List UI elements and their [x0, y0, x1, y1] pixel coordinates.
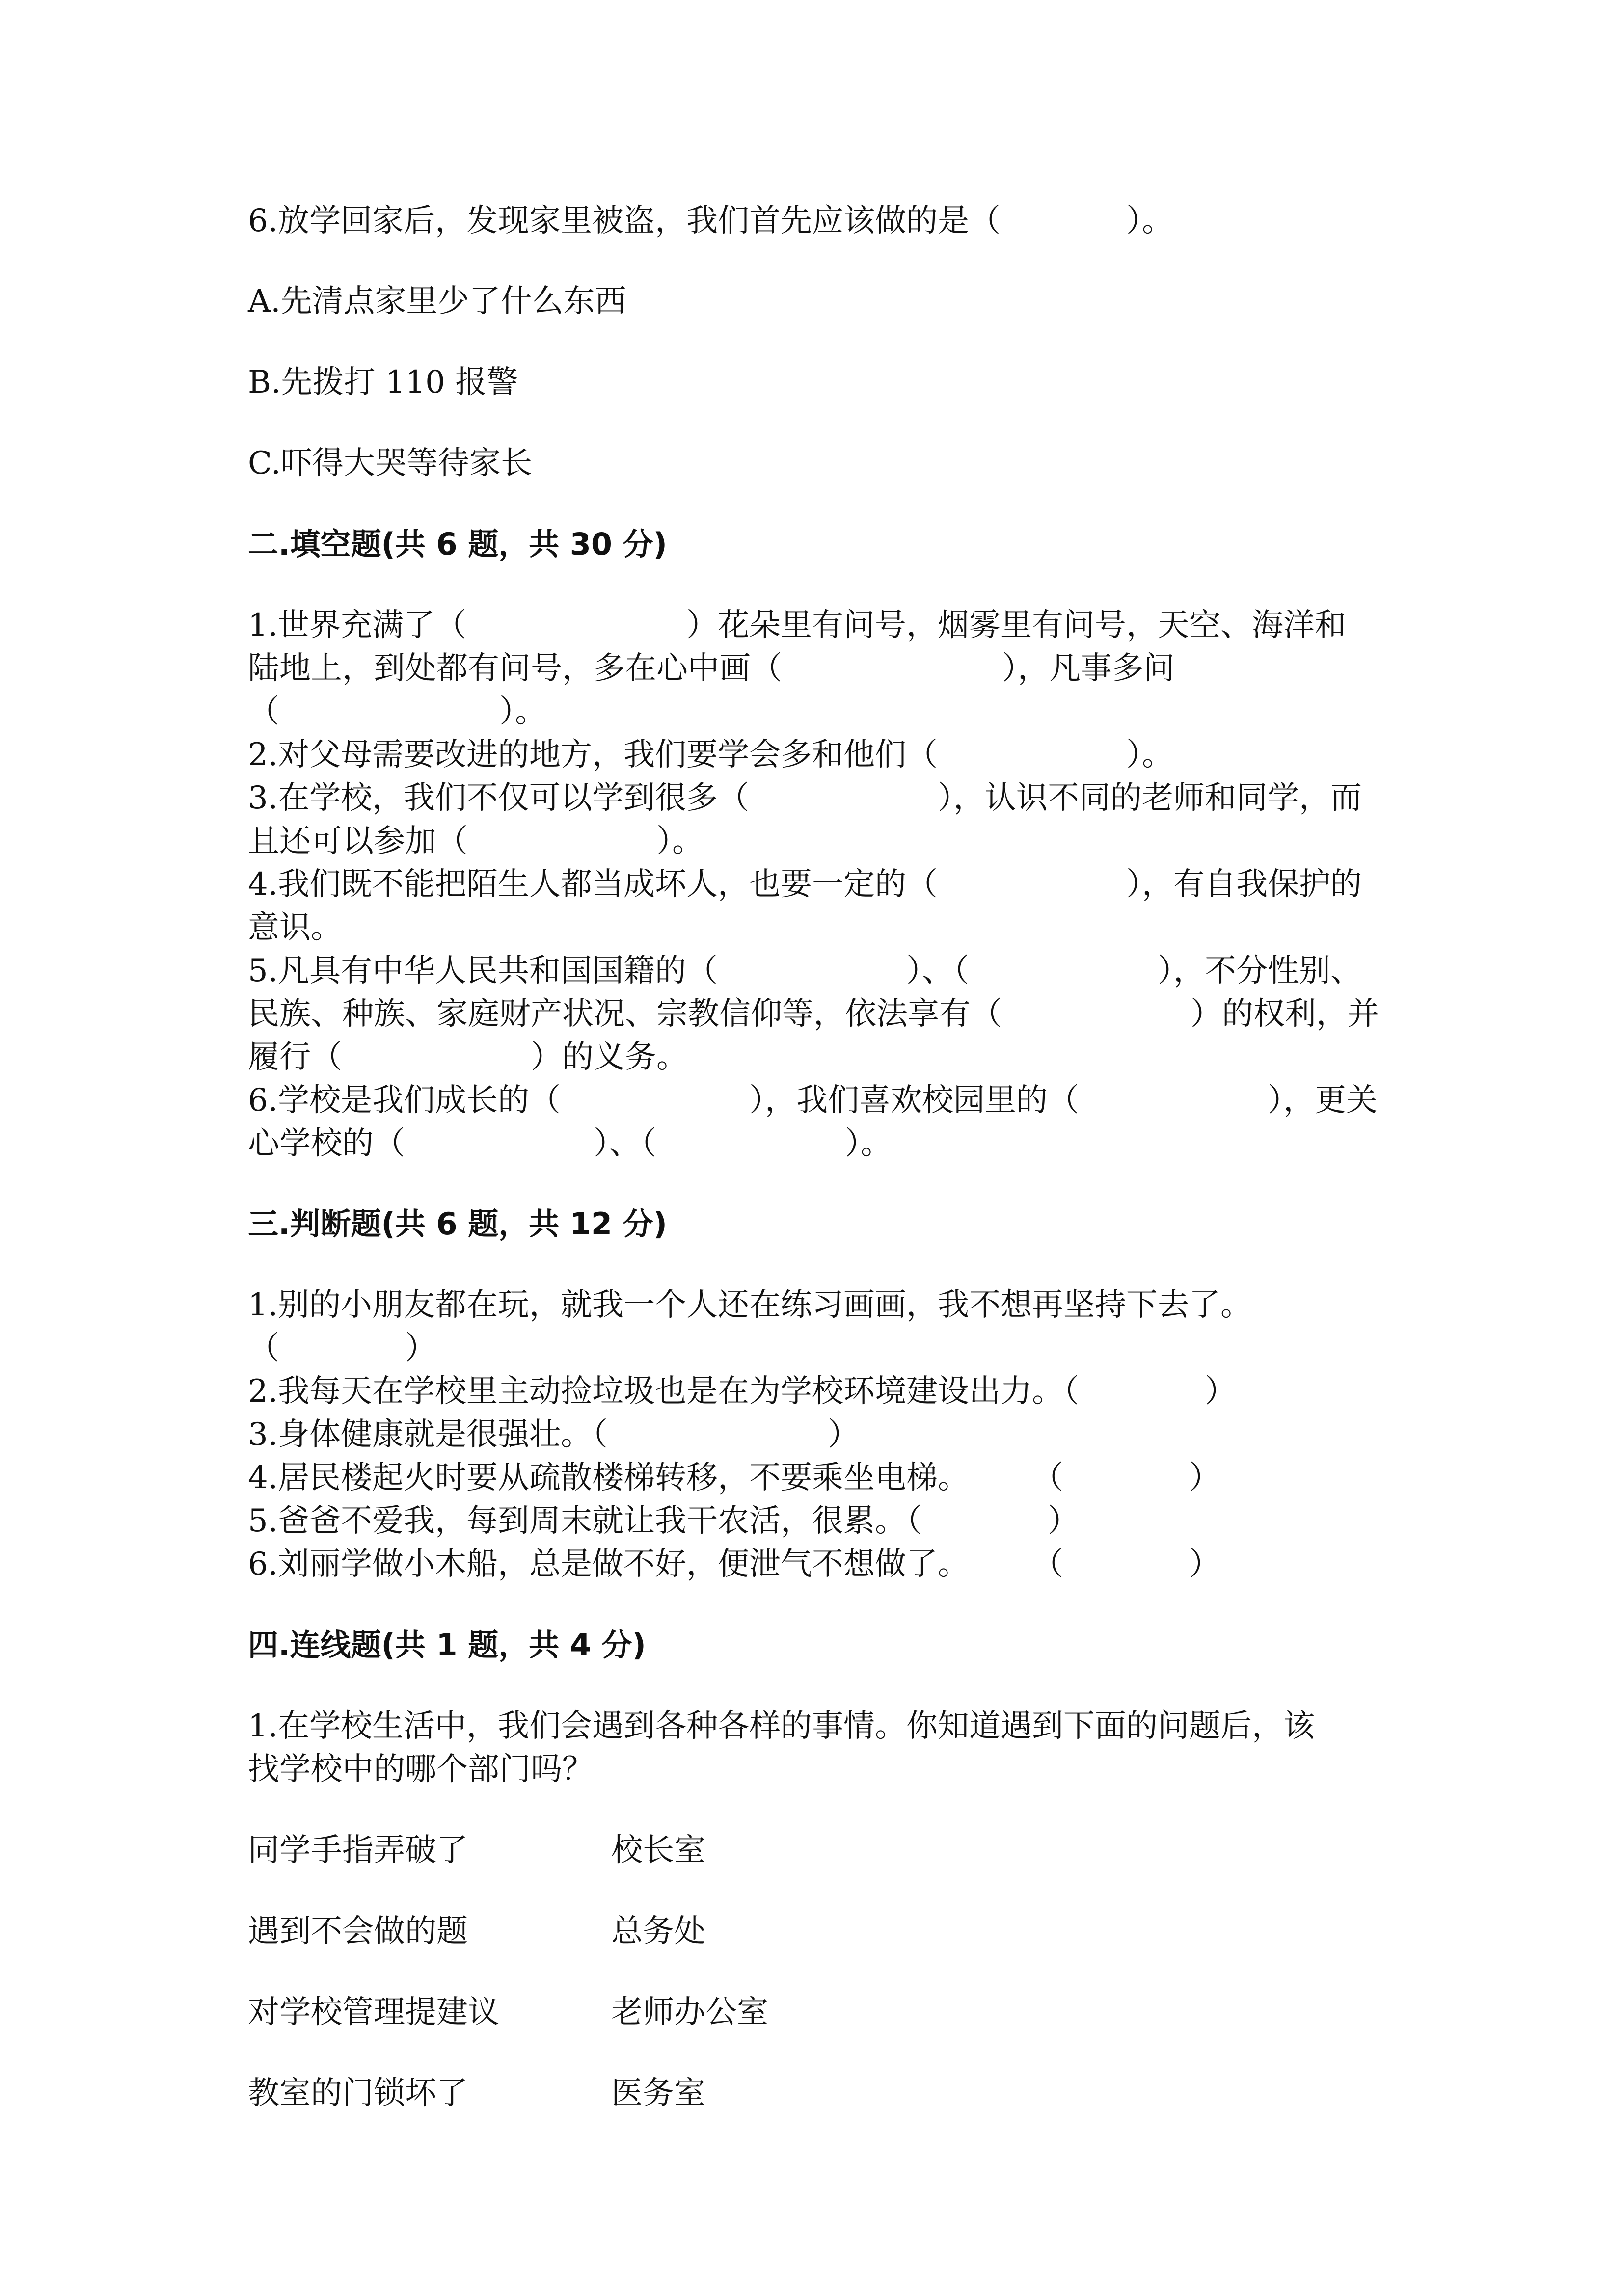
matching-right-item: 医务室 — [611, 2075, 705, 2111]
section2-line: 1.世界充满了（ ）花朵里有问号，烟雾里有问号，天空、海洋和 — [248, 607, 1347, 643]
section2-line: 且还可以参加（ ）。 — [248, 823, 704, 859]
section2-line: 5.凡具有中华人民共和国国籍的（ ）、（ ），不分性别、 — [248, 953, 1362, 989]
matching-left-item: 同学手指弄破了 — [248, 1832, 468, 1869]
matching-left-item: 遇到不会做的题 — [248, 1913, 468, 1949]
section3-line: 1.别的小朋友都在玩，就我一个人还在练习画画，我不想再坚持下去了。 — [248, 1287, 1252, 1323]
matching-right-item: 老师办公室 — [611, 1994, 768, 2030]
section2-line: （ ）。 — [248, 694, 546, 730]
section2-line: 3.在学校，我们不仅可以学到很多（ ），认识不同的老师和同学，而 — [248, 780, 1362, 816]
section3-line: （ ） — [248, 1330, 436, 1366]
q6-option-b: B.先拨打 110 报警 — [248, 364, 518, 400]
matching-left-item: 对学校管理提建议 — [248, 1994, 499, 2030]
matching-right-item: 总务处 — [611, 1913, 705, 1949]
section2-line: 陆地上，到处都有问号，多在心中画（ ），凡事多问 — [248, 650, 1175, 687]
section2-line: 心学校的（ ）、（ ）。 — [248, 1125, 892, 1162]
matching-left-item: 教室的门锁坏了 — [248, 2075, 468, 2111]
section3-line: 5.爸爸不爱我，每到周末就让我干农活，很累。（ ） — [248, 1503, 1080, 1539]
section2-heading: 二.填空题(共 6 题，共 30 分) — [248, 526, 667, 562]
section3-line: 6.刘丽学做小木船，总是做不好，便泄气不想做了。 （ ） — [248, 1546, 1221, 1582]
section3-line: 2.我每天在学校里主动捡垃圾也是在为学校环境建设出力。（ ） — [248, 1373, 1237, 1410]
q6-stem: 6.放学回家后，发现家里被盗，我们首先应该做的是（ ）。 — [248, 203, 1174, 239]
section2-line: 4.我们既不能把陌生人都当成坏人，也要一定的（ ），有自我保护的 — [248, 866, 1362, 903]
section2-line: 6.学校是我们成长的（ ），我们喜欢校园里的（ ），更关 — [248, 1082, 1378, 1119]
matching-right-item: 校长室 — [611, 1832, 705, 1869]
q6-option-a: A.先清点家里少了什么东西 — [248, 283, 626, 320]
section2-line: 履行（ ）的义务。 — [248, 1039, 688, 1075]
section4-heading: 四.连线题(共 1 题，共 4 分) — [248, 1627, 646, 1663]
section3-heading: 三.判断题(共 6 题，共 12 分) — [248, 1206, 667, 1242]
section3-line: 4.居民楼起火时要从疏散楼梯转移，不要乘坐电梯。 （ ） — [248, 1460, 1221, 1496]
section3-line: 3.身体健康就是很强壮。（ ） — [248, 1416, 860, 1453]
section2-line: 民族、种族、家庭财产状况、宗教信仰等，依法享有（ ）的权利，并 — [248, 996, 1379, 1032]
section4-stem-line: 1.在学校生活中，我们会遇到各种各样的事情。你知道遇到下面的问题后，该 — [248, 1708, 1315, 1744]
section4-stem-line: 找学校中的哪个部门吗？ — [248, 1751, 594, 1788]
section2-line: 意识。 — [248, 909, 342, 946]
q6-option-c: C.吓得大哭等待家长 — [248, 445, 533, 481]
section2-line: 2.对父母需要改进的地方，我们要学会多和他们（ ）。 — [248, 737, 1174, 773]
